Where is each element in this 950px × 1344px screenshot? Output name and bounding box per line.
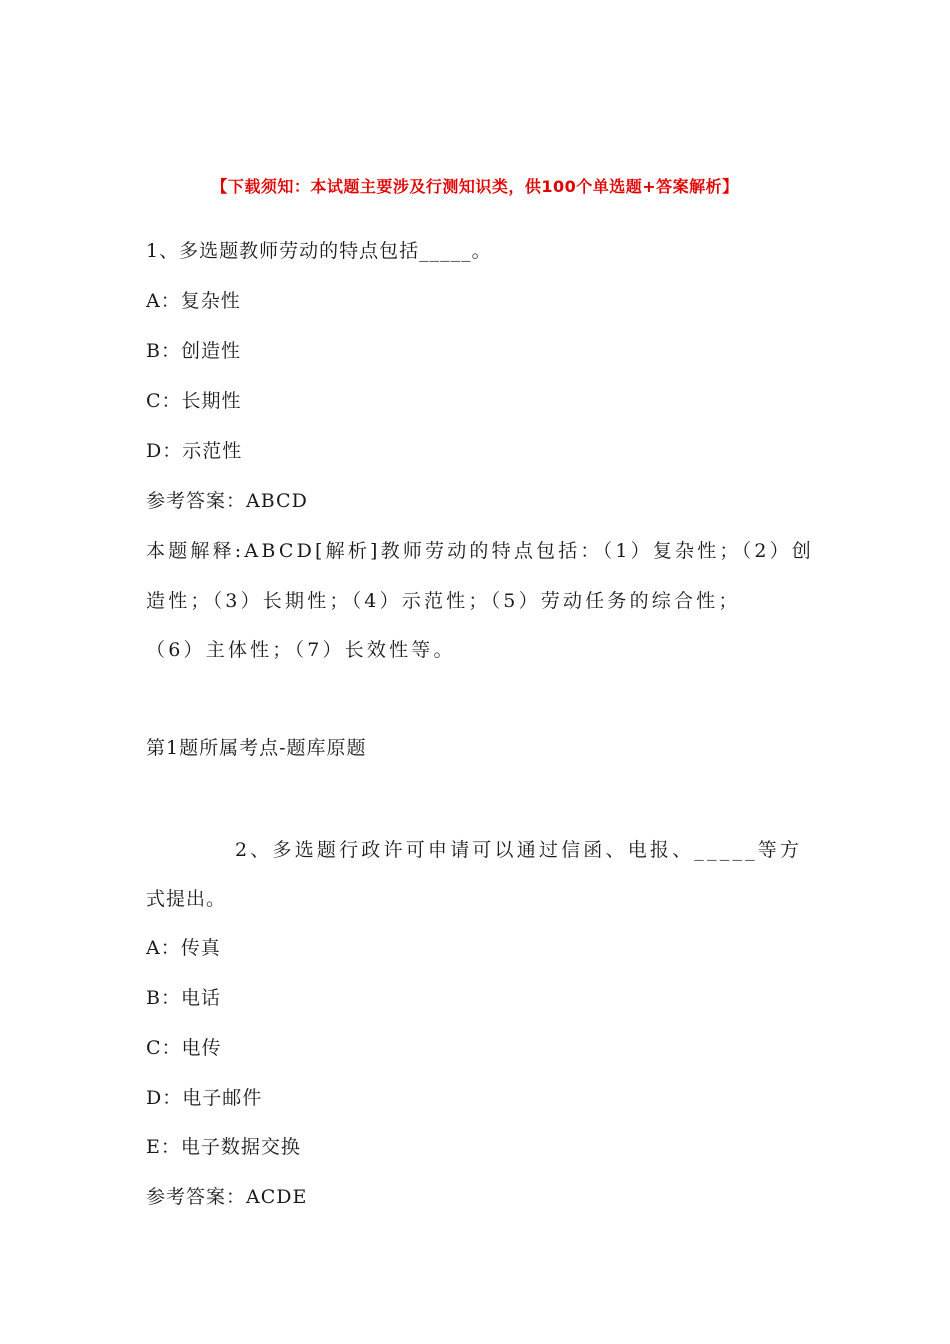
question-1-text: 1、多选题教师劳动的特点包括_____。 [146,240,492,262]
question-2-option-a: A：传真 [146,937,221,959]
question-1-option-c: C：长期性 [146,390,242,412]
question-1-option-a: A：复杂性 [146,290,241,312]
question-2-answer: 参考答案：ACDE [146,1186,308,1208]
question-1-explanation-line-1: 本题解释:ABCD[解析]教师劳动的特点包括：（1）复杂性；（2）创 [146,540,815,562]
question-1-explanation-line-2: 造性；（3）长期性；（4）示范性；（5）劳动任务的综合性； [146,590,741,612]
question-1-option-d: D：示范性 [146,440,243,462]
question-2-option-b: B：电话 [146,987,221,1009]
question-2-option-c: C：电传 [146,1037,222,1059]
question-1-source: 第1题所属考点-题库原题 [146,737,367,759]
question-2-text-line-1: 2、多选题行政许可申请可以通过信函、电报、_____等方 [235,839,803,861]
question-2-text-line-2: 式提出。 [146,888,227,910]
question-1-explanation-line-3: （6）主体性；（7）长效性等。 [146,639,456,661]
question-1-answer: 参考答案：ABCD [146,490,308,512]
question-1-option-b: B：创造性 [146,340,241,362]
question-2-option-d: D：电子邮件 [146,1087,263,1109]
download-notice: 【下载须知：本试题主要涉及行测知识类，供100个单选题+答案解析】 [211,177,739,196]
question-2-option-e: E：电子数据交换 [146,1136,301,1158]
